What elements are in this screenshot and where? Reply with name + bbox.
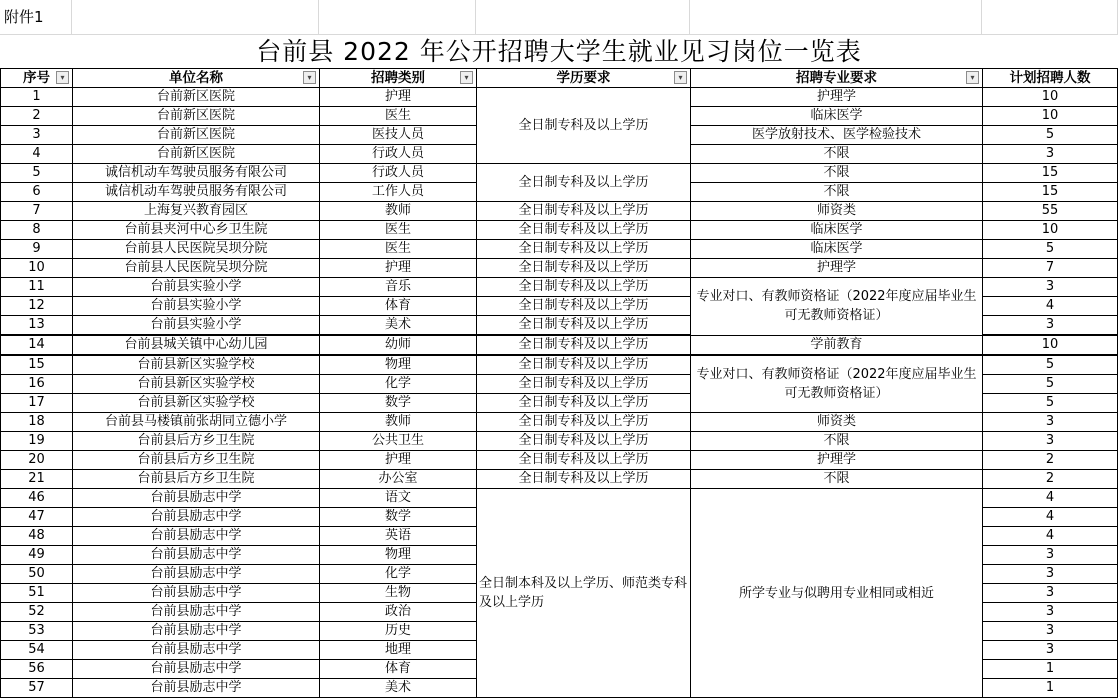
cell-unit[interactable]: 台前县后方乡卫生院 xyxy=(73,432,320,451)
cell-no[interactable]: 16 xyxy=(1,375,73,394)
header-label: 单位名称 xyxy=(169,70,223,86)
cell-unit[interactable]: 台前县人民医院吴坝分院 xyxy=(73,240,320,259)
cell-no[interactable]: 18 xyxy=(1,413,73,432)
page-title: 台前县 2022 年公开招聘大学生就业见习岗位一览表 xyxy=(256,37,862,66)
cell-category[interactable]: 医生 xyxy=(320,107,477,126)
col-header-no[interactable] xyxy=(1,69,73,88)
header-label: 序号 xyxy=(23,70,50,86)
cell-category[interactable]: 教师 xyxy=(320,413,477,432)
cell-count[interactable]: 3 xyxy=(983,603,1118,622)
cell-unit[interactable]: 台前县人民医院吴坝分院 xyxy=(73,259,320,278)
cell-count[interactable]: 2 xyxy=(983,470,1118,489)
cell-education[interactable]: 全日制专科及以上学历 xyxy=(477,451,691,470)
cell-unit[interactable]: 台前县励志中学 xyxy=(73,679,320,698)
cell-major[interactable]: 不限 xyxy=(691,164,983,183)
cell-no[interactable]: 6 xyxy=(1,183,73,202)
table-row xyxy=(1,221,1118,240)
cell-major[interactable]: 不限 xyxy=(691,183,983,202)
col-header-unit[interactable] xyxy=(73,69,320,88)
table-row xyxy=(1,451,1118,470)
filter-dropdown-icon[interactable]: ▾ xyxy=(966,71,979,84)
cell-count[interactable]: 3 xyxy=(983,413,1118,432)
cell-unit[interactable]: 台前县实验小学 xyxy=(73,278,320,297)
cell-no[interactable]: 15 xyxy=(1,355,73,375)
cell-education[interactable]: 全日制专科及以上学历 xyxy=(477,259,691,278)
cell-no[interactable]: 7 xyxy=(1,202,73,221)
cell-no[interactable]: 13 xyxy=(1,316,73,336)
cell-education[interactable]: 全日制专科及以上学历 xyxy=(477,470,691,489)
cell-major[interactable]: 临床医学 xyxy=(691,240,983,259)
cell-unit[interactable]: 诚信机动车驾驶员服务有限公司 xyxy=(73,183,320,202)
cell-no[interactable]: 56 xyxy=(1,660,73,679)
table-row xyxy=(1,432,1118,451)
table-row xyxy=(1,335,1118,355)
cell-count[interactable]: 2 xyxy=(983,451,1118,470)
cell-no[interactable]: 47 xyxy=(1,508,73,527)
table-row xyxy=(1,164,1118,183)
header-label: 招聘类别 xyxy=(371,70,425,86)
cell-category[interactable]: 护理 xyxy=(320,451,477,470)
cell-no[interactable]: 19 xyxy=(1,432,73,451)
cell-category[interactable]: 教师 xyxy=(320,202,477,221)
cell-education[interactable]: 全日制专科及以上学历 xyxy=(477,394,691,413)
cell-count[interactable]: 3 xyxy=(983,641,1118,660)
table-row xyxy=(1,413,1118,432)
cell-count[interactable]: 3 xyxy=(983,316,1118,336)
cell-no[interactable]: 51 xyxy=(1,584,73,603)
cell-unit[interactable]: 台前县马楼镇前张胡同立德小学 xyxy=(73,413,320,432)
cell-count[interactable]: 10 xyxy=(983,88,1118,107)
cell-category[interactable]: 美术 xyxy=(320,679,477,698)
cell-count[interactable]: 5 xyxy=(983,126,1118,145)
cell-unit[interactable]: 台前县励志中学 xyxy=(73,660,320,679)
cell-unit[interactable]: 台前县新区实验学校 xyxy=(73,375,320,394)
cell-count[interactable]: 15 xyxy=(983,164,1118,183)
cell-count[interactable]: 3 xyxy=(983,278,1118,297)
cell-category[interactable]: 政治 xyxy=(320,603,477,622)
cell-unit[interactable]: 上海复兴教育园区 xyxy=(73,202,320,221)
cell-unit[interactable]: 台前县城关镇中心幼儿园 xyxy=(73,335,320,355)
cell-no[interactable]: 49 xyxy=(1,546,73,565)
attachment-label[interactable]: 附件1 xyxy=(0,0,72,35)
cell-unit[interactable]: 台前县后方乡卫生院 xyxy=(73,470,320,489)
cell-category[interactable]: 行政人员 xyxy=(320,164,477,183)
cell-count[interactable]: 1 xyxy=(983,679,1118,698)
cell-major[interactable]: 护理学 xyxy=(691,451,983,470)
cell-major[interactable]: 所学专业与似聘用专业相同或相近 xyxy=(691,489,983,698)
cell-major[interactable]: 不限 xyxy=(691,145,983,164)
cell-count[interactable]: 3 xyxy=(983,565,1118,584)
cell-major[interactable]: 护理学 xyxy=(691,259,983,278)
cell-major[interactable]: 专业对口、有教师资格证（2022年度应届毕业生可无教师资格证） xyxy=(691,355,983,413)
cell-no[interactable]: 12 xyxy=(1,297,73,316)
cell-count[interactable]: 3 xyxy=(983,145,1118,164)
cell-category[interactable]: 护理 xyxy=(320,88,477,107)
cell-category[interactable]: 生物 xyxy=(320,584,477,603)
cell-education[interactable]: 全日制专科及以上学历 xyxy=(477,297,691,316)
header-label: 计划招聘人数 xyxy=(1009,70,1091,86)
cell-no[interactable]: 21 xyxy=(1,470,73,489)
cell-category[interactable]: 医技人员 xyxy=(320,126,477,145)
cell-category[interactable]: 医生 xyxy=(320,221,477,240)
cell-unit[interactable]: 台前新区医院 xyxy=(73,107,320,126)
cell-no[interactable]: 4 xyxy=(1,145,73,164)
cell-education[interactable]: 全日制专科及以上学历 xyxy=(477,375,691,394)
cell-unit[interactable]: 台前新区医院 xyxy=(73,126,320,145)
cell-major[interactable]: 学前教育 xyxy=(691,335,983,355)
cell-no[interactable]: 46 xyxy=(1,489,73,508)
cell-major[interactable]: 专业对口、有教师资格证（2022年度应届毕业生可无教师资格证） xyxy=(691,278,983,336)
empty-cell[interactable] xyxy=(476,0,690,35)
col-header-education[interactable] xyxy=(477,69,691,88)
cell-no[interactable]: 10 xyxy=(1,259,73,278)
cell-unit[interactable]: 台前县新区实验学校 xyxy=(73,394,320,413)
cell-no[interactable]: 57 xyxy=(1,679,73,698)
cell-category[interactable]: 办公室 xyxy=(320,470,477,489)
cell-no[interactable]: 54 xyxy=(1,641,73,660)
header-label: 招聘专业要求 xyxy=(796,70,877,86)
cell-major[interactable]: 师资类 xyxy=(691,202,983,221)
cell-unit[interactable]: 台前县新区实验学校 xyxy=(73,355,320,375)
cell-education[interactable]: 全日制专科及以上学历 xyxy=(477,240,691,259)
cell-count[interactable]: 5 xyxy=(983,240,1118,259)
cell-count[interactable]: 10 xyxy=(983,221,1118,240)
cell-major[interactable]: 临床医学 xyxy=(691,107,983,126)
cell-count[interactable]: 3 xyxy=(983,432,1118,451)
filter-dropdown-icon[interactable]: ▾ xyxy=(674,71,687,84)
cell-unit[interactable]: 台前县励志中学 xyxy=(73,527,320,546)
cell-count[interactable]: 4 xyxy=(983,508,1118,527)
cell-no[interactable]: 1 xyxy=(1,88,73,107)
cell-major[interactable]: 护理学 xyxy=(691,88,983,107)
cell-category[interactable]: 美术 xyxy=(320,316,477,336)
cell-count[interactable]: 10 xyxy=(983,335,1118,355)
cell-education[interactable]: 全日制专科及以上学历 xyxy=(477,164,691,202)
cell-category[interactable]: 工作人员 xyxy=(320,183,477,202)
cell-education[interactable]: 全日制专科及以上学历 xyxy=(477,221,691,240)
cell-no[interactable]: 14 xyxy=(1,335,73,355)
cell-no[interactable]: 17 xyxy=(1,394,73,413)
cell-unit[interactable]: 台前县励志中学 xyxy=(73,489,320,508)
cell-unit[interactable]: 台前县实验小学 xyxy=(73,297,320,316)
cell-education[interactable]: 全日制专科及以上学历 xyxy=(477,278,691,297)
empty-cell[interactable] xyxy=(982,0,1118,35)
table-row xyxy=(1,259,1118,278)
col-header-count[interactable] xyxy=(983,69,1118,88)
cell-category[interactable]: 数学 xyxy=(320,394,477,413)
cell-count[interactable]: 10 xyxy=(983,107,1118,126)
cell-unit[interactable]: 台前县励志中学 xyxy=(73,565,320,584)
header-label: 学历要求 xyxy=(556,70,611,86)
table-row xyxy=(1,278,1118,297)
cell-education[interactable]: 全日制本科及以上学历、师范类专科及以上学历 xyxy=(477,489,691,698)
cell-category[interactable]: 公共卫生 xyxy=(320,432,477,451)
cell-count[interactable]: 4 xyxy=(983,527,1118,546)
cell-no[interactable]: 53 xyxy=(1,622,73,641)
cell-no[interactable]: 3 xyxy=(1,126,73,145)
header-row xyxy=(1,69,1118,88)
recruitment-table xyxy=(0,68,1118,698)
cell-category[interactable]: 地理 xyxy=(320,641,477,660)
cell-no[interactable]: 5 xyxy=(1,164,73,183)
cell-category[interactable]: 医生 xyxy=(320,240,477,259)
cell-no[interactable]: 2 xyxy=(1,107,73,126)
cell-unit[interactable]: 台前县实验小学 xyxy=(73,316,320,336)
cell-unit[interactable]: 台前县励志中学 xyxy=(73,603,320,622)
cell-unit[interactable]: 台前新区医院 xyxy=(73,145,320,164)
table-row xyxy=(1,489,1118,508)
cell-count[interactable]: 55 xyxy=(983,202,1118,221)
cell-no[interactable]: 9 xyxy=(1,240,73,259)
cell-count[interactable]: 7 xyxy=(983,259,1118,278)
cell-unit[interactable]: 台前新区医院 xyxy=(73,88,320,107)
cell-education[interactable]: 全日制专科及以上学历 xyxy=(477,432,691,451)
cell-count[interactable]: 4 xyxy=(983,297,1118,316)
cell-category[interactable]: 英语 xyxy=(320,527,477,546)
empty-cell[interactable] xyxy=(690,0,982,35)
cell-category[interactable]: 护理 xyxy=(320,259,477,278)
empty-cell[interactable] xyxy=(319,0,476,35)
cell-major[interactable]: 医学放射技术、医学检验技术 xyxy=(691,126,983,145)
cell-unit[interactable]: 台前县后方乡卫生院 xyxy=(73,451,320,470)
cell-count[interactable]: 1 xyxy=(983,660,1118,679)
cell-category[interactable]: 化学 xyxy=(320,375,477,394)
table-row xyxy=(1,240,1118,259)
cell-unit[interactable]: 诚信机动车驾驶员服务有限公司 xyxy=(73,164,320,183)
col-header-category[interactable] xyxy=(320,69,477,88)
cell-category[interactable]: 幼师 xyxy=(320,335,477,355)
filter-dropdown-icon[interactable]: ▾ xyxy=(56,71,69,84)
cell-count[interactable]: 3 xyxy=(983,584,1118,603)
top-row xyxy=(0,0,1118,36)
cell-education[interactable]: 全日制专科及以上学历 xyxy=(477,355,691,375)
cell-unit[interactable]: 台前县励志中学 xyxy=(73,641,320,660)
cell-major[interactable]: 临床医学 xyxy=(691,221,983,240)
cell-category[interactable]: 历史 xyxy=(320,622,477,641)
cell-category[interactable]: 音乐 xyxy=(320,278,477,297)
cell-education[interactable]: 全日制专科及以上学历 xyxy=(477,316,691,336)
cell-education[interactable]: 全日制专科及以上学历 xyxy=(477,202,691,221)
cell-no[interactable]: 8 xyxy=(1,221,73,240)
filter-dropdown-icon[interactable]: ▾ xyxy=(303,71,316,84)
cell-category[interactable]: 语文 xyxy=(320,489,477,508)
cell-no[interactable]: 48 xyxy=(1,527,73,546)
cell-count[interactable]: 3 xyxy=(983,622,1118,641)
cell-no[interactable]: 11 xyxy=(1,278,73,297)
cell-major[interactable]: 不限 xyxy=(691,470,983,489)
filter-dropdown-icon[interactable]: ▾ xyxy=(460,71,473,84)
col-header-major[interactable] xyxy=(691,69,983,88)
cell-no[interactable]: 52 xyxy=(1,603,73,622)
cell-unit[interactable]: 台前县夹河中心乡卫生院 xyxy=(73,221,320,240)
cell-major[interactable]: 师资类 xyxy=(691,413,983,432)
cell-unit[interactable]: 台前县励志中学 xyxy=(73,546,320,565)
cell-count[interactable]: 3 xyxy=(983,546,1118,565)
cell-no[interactable]: 50 xyxy=(1,565,73,584)
cell-category[interactable]: 数学 xyxy=(320,508,477,527)
cell-unit[interactable]: 台前县励志中学 xyxy=(73,584,320,603)
cell-education[interactable]: 全日制专科及以上学历 xyxy=(477,88,691,164)
empty-cell[interactable] xyxy=(72,0,319,35)
cell-count[interactable]: 15 xyxy=(983,183,1118,202)
cell-category[interactable]: 化学 xyxy=(320,565,477,584)
table-row xyxy=(1,355,1118,375)
cell-no[interactable]: 20 xyxy=(1,451,73,470)
cell-count[interactable]: 5 xyxy=(983,394,1118,413)
table-row xyxy=(1,88,1118,107)
table-row xyxy=(1,202,1118,221)
table-row xyxy=(1,470,1118,489)
cell-education[interactable]: 全日制专科及以上学历 xyxy=(477,335,691,355)
cell-education[interactable]: 全日制专科及以上学历 xyxy=(477,413,691,432)
cell-major[interactable]: 不限 xyxy=(691,432,983,451)
cell-unit[interactable]: 台前县励志中学 xyxy=(73,508,320,527)
cell-category[interactable]: 体育 xyxy=(320,660,477,679)
cell-category[interactable]: 物理 xyxy=(320,355,477,375)
cell-unit[interactable]: 台前县励志中学 xyxy=(73,622,320,641)
cell-category[interactable]: 行政人员 xyxy=(320,145,477,164)
cell-count[interactable]: 5 xyxy=(983,355,1118,375)
cell-count[interactable]: 5 xyxy=(983,375,1118,394)
cell-category[interactable]: 物理 xyxy=(320,546,477,565)
cell-count[interactable]: 4 xyxy=(983,489,1118,508)
cell-category[interactable]: 体育 xyxy=(320,297,477,316)
